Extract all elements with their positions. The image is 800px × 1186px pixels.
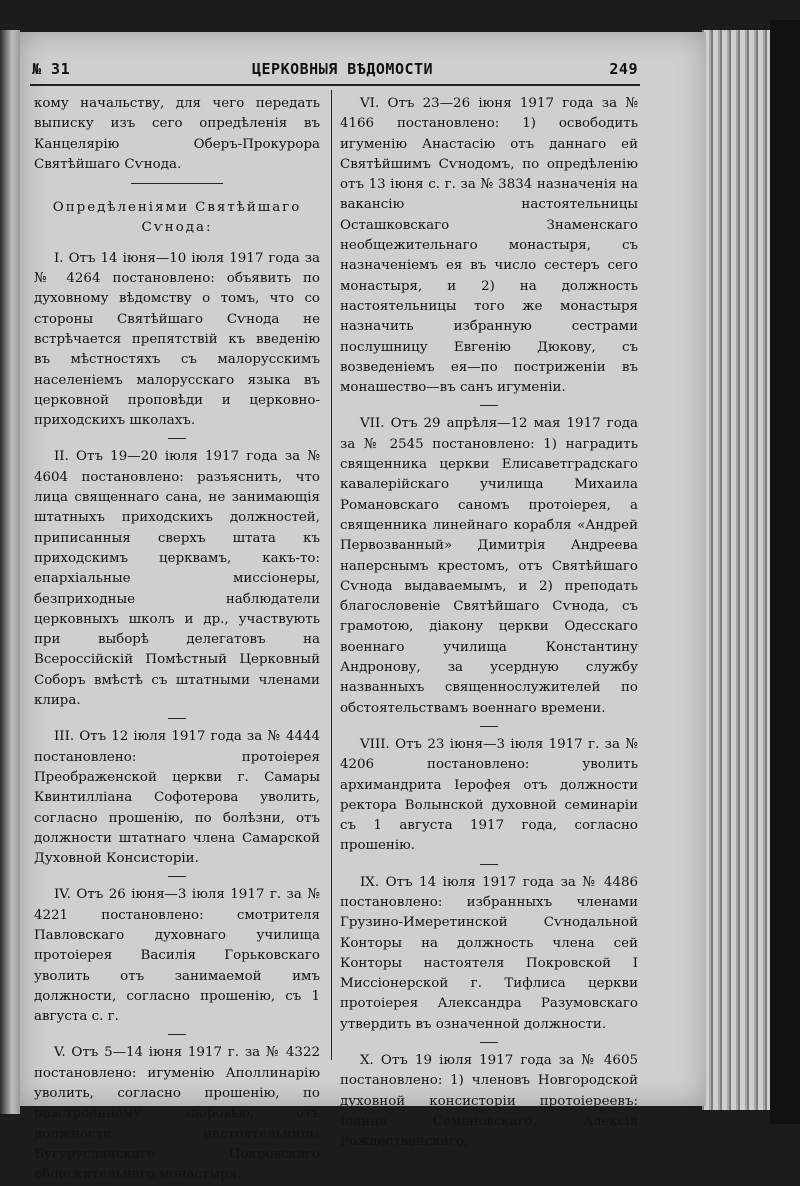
page-leaves-edge: [702, 30, 770, 1110]
decree-paragraph: I. Отъ 14 іюня—10 іюля 1917 года за № 4264 постановлено: объявить по духовному вѣдомству о томъ, что со стороны Святѣйшаго Сѵнода не встрѣчается препятствій къ введенію въ мѣстностяхъ съ малорусскимъ населеніемъ малорусскаго языка въ церковной проповѣди и церковно-приходскихъ школахъ.: [34, 250, 320, 429]
paragraph-separator: [168, 718, 186, 719]
continuation-paragraph: кому начальству, для чего передать выписку изъ сего опредѣленія въ Канцелярію Оберъ-Прокурора Святѣйшаго Сѵнода.: [34, 96, 320, 172]
decree-paragraph: IV. Отъ 26 іюня—3 іюля 1917 г. за № 4221 постановлено: смотрителя Павловскаго духовнаго училища протоіерея Василія Горьковскаго уволить отъ занимаемой имъ должности, согласно прошенію, съ 1 августа с. г.: [34, 887, 320, 1025]
column-divider: [331, 90, 332, 1060]
left-column: [34, 94, 320, 1186]
decree-paragraph: VI. Отъ 23—26 іюня 1917 года за № 4166 постановлено: 1) освободить игуменію Анастасію отъ даннаго ей Святѣйшимъ Сѵнодомъ, по опредѣленію отъ 13 іюня с. г. за № 3834 назначенія на вакансію настоятельницы Осташковскаго Знаменскаго необщежительнаго монастыря, съ назначеніемъ ея въ число сестеръ сего монастыря, и 2) на должность настоятельницы того же монастыря назначить избранную сестрами послушницу Евгенію Дюкову, съ возведеніемъ ея—по постриженіи въ монашество—въ санъ игуменіи.: [340, 96, 638, 396]
journal-title: ЦЕРКОВНЫЯ ВѢДОМОСТИ: [252, 60, 434, 78]
paragraph-separator: [168, 438, 186, 439]
paragraph-separator: [480, 726, 498, 727]
journal-page: [20, 32, 706, 1183]
paragraph-separator: [480, 1042, 498, 1043]
paragraph-separator: [480, 405, 498, 406]
decree-paragraph: V. Отъ 5—14 іюня 1917 г. за № 4322 постановлено: игуменію Аполлинарію уволить, согласно прошенію, по разстроенному здоровью, отъ должности настоятельницы Бугурусланскаго Покровскаго общежительнаго монастыря.: [34, 1045, 320, 1183]
paragraph-separator: [168, 1034, 186, 1035]
decree-paragraph: IX. Отъ 14 іюля 1917 года за № 4486 постановлено: избранныхъ членами Грузино-Имеретинской Сѵнодальной Конторы на должность члена сей Конторы настоятеля Покровской I Миссіонерской г. Тифлиса церкви протоіерея Александра Разумовскаго утвердить въ означенной должности.: [340, 874, 638, 1032]
page-number: 249: [609, 60, 638, 78]
right-column: [340, 94, 638, 1153]
issue-number: № 31: [32, 60, 71, 78]
decree-paragraph: VII. Отъ 29 апрѣля—12 мая 1917 года за № 2545 постановлено: 1) наградить священника церкви Елисаветградскаго кавалерійскаго училища Михаила Романовскаго саномъ протоіерея, а священника линейнаго корабля «Андрей Первозванный» Димитрія Андреева наперснымъ крестомъ, отъ Святѣйшаго Сѵнода выдаваемымъ, и 2) преподать благословеніе Святѣйшаго Сѵнода, съ грамотою, діакону церкви Одесскаго военнаго училища Константину Андронову, за усердную службу названныхъ священнослужителей по обстоятельствамъ военнаго времени.: [340, 416, 638, 716]
decree-paragraph: II. Отъ 19—20 іюля 1917 года за № 4604 постановлено: разъяснить, что лица священнаго сана, не занимающія штатныхъ приходскихъ должностей, приписанныя сверхъ штата къ приходскимъ церквамъ, какъ-то: епархіальные миссіонеры, безприходные наблюдатели церковныхъ школъ и др., участвують при выборѣ делегатовъ на Всероссійскій Помѣстный Церковный Соборъ вмѣстѣ съ штатными членами клира.: [34, 449, 320, 709]
section-separator: [131, 183, 223, 184]
section-heading: Опредѣленіями Святѣйшаго Сѵнода:: [52, 200, 302, 236]
book-cover-right: [770, 20, 800, 1124]
paragraph-separator: [168, 876, 186, 877]
decree-paragraph: III. Отъ 12 іюля 1917 года за № 4444 постановлено: протоіерея Преображенской церкви г. Самары Квинтилліана Софотерова уволить, согласно прошенію, по болѣзни, отъ должности штатнаго члена Самарской Духовной Консисторіи.: [34, 729, 320, 867]
paragraph-separator: [480, 864, 498, 865]
header-rule: [30, 84, 640, 86]
decree-paragraph: VIII. Отъ 23 іюня—3 іюля 1917 г. за № 4206 постановлено: уволить архимандрита Іерофея отъ должности ректора Волынской духовной семинаріи съ 1 августа 1917 года, согласно прошенію.: [340, 736, 638, 854]
book-spine-left: [0, 30, 20, 1114]
page-header: [32, 60, 638, 84]
decree-paragraph: X. Отъ 19 іюля 1917 года за № 4605 постановлено: 1) членовъ Новгородской духовной консисторіи протоіереевъ: Іоанна Семеновскаго, Алексія Рождественскаго,: [340, 1053, 638, 1150]
